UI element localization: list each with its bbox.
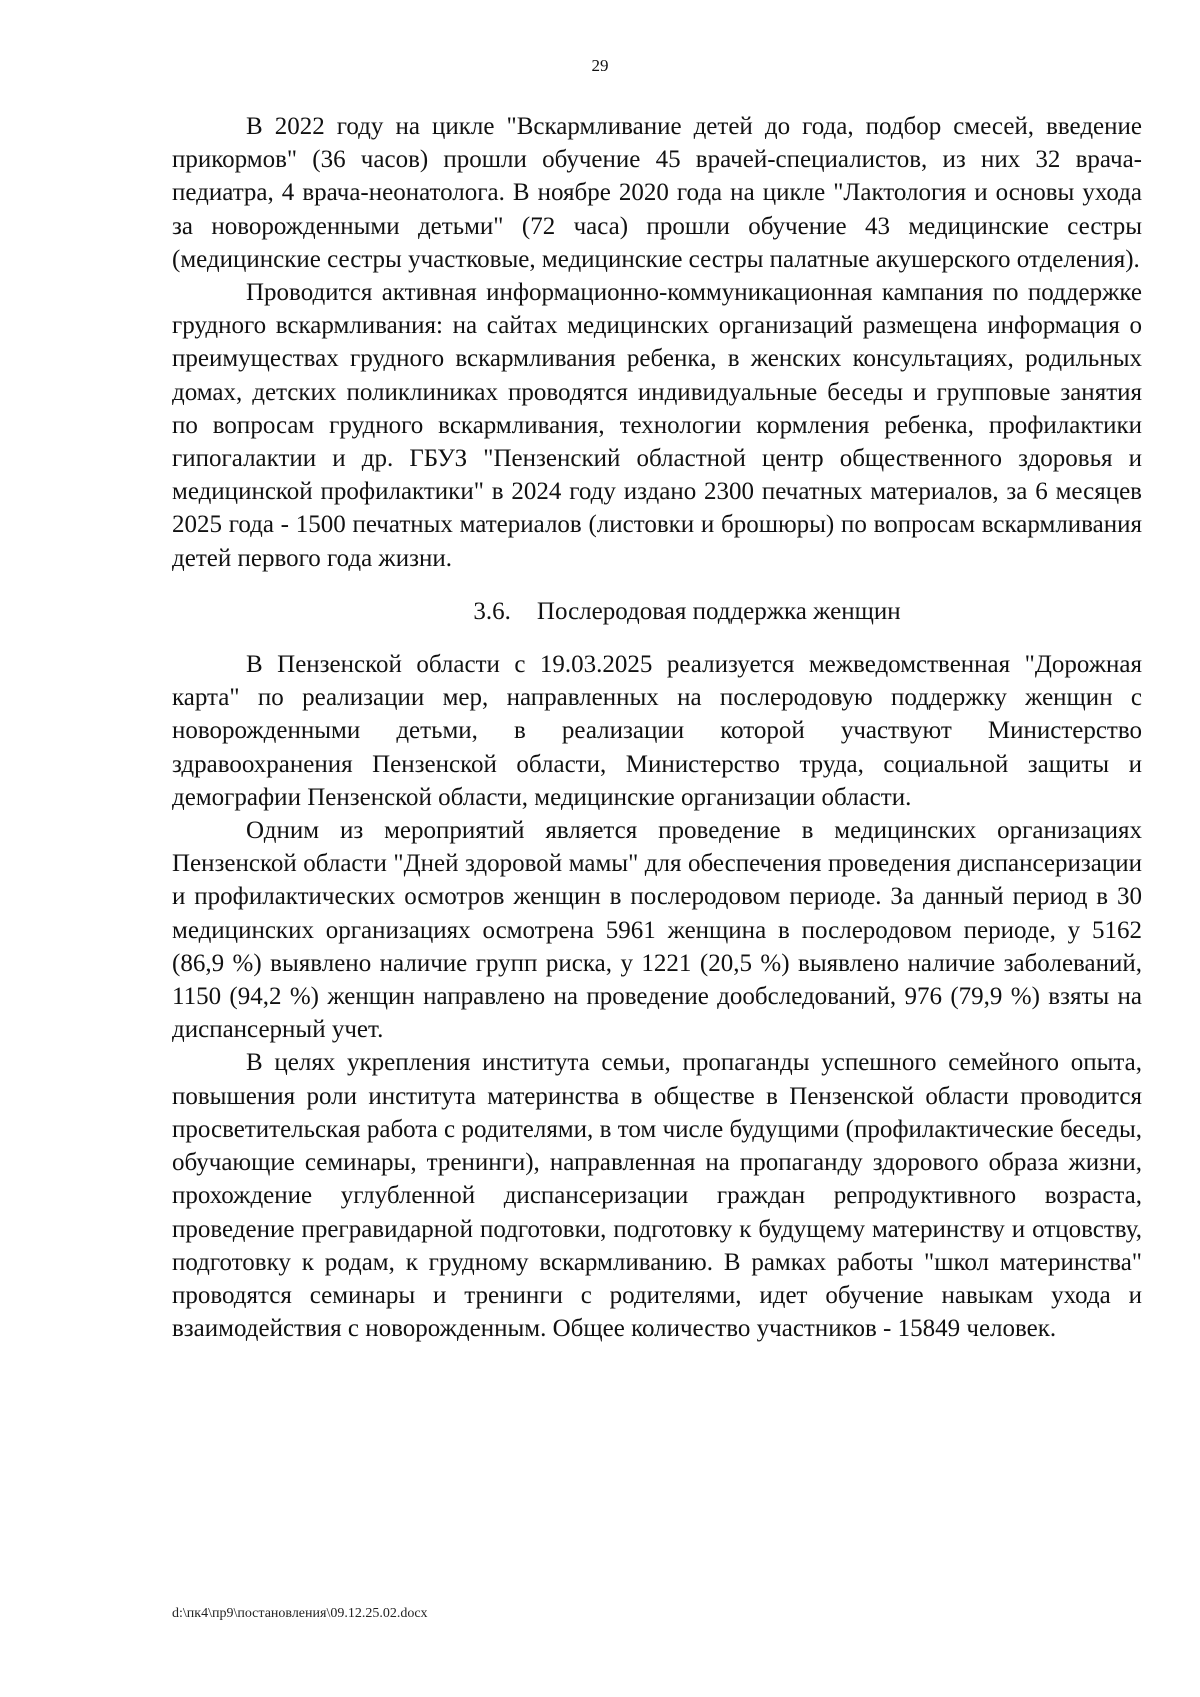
section-heading: [172, 595, 1142, 628]
footer-file-path: d:\пк4\пр9\постановления\09.12.25.02.docx: [172, 1606, 428, 1621]
paragraph-family-institute: В целях укрепления института семьи, пропаганды успешного семейного опыта, повышения роли института материнства в обществе в Пензенской области проводится просветительская работа с родителями, в том числе будущими (профилактические беседы, обучающие семинары, тренинги), направленная на пропаганду здорового образа жизни, прохождение углубленной диспансеризации граждан репродуктивного возраста, проведение прегравидарной подготовки, подготовку к будущему материнству и отцовству, подготовку к родам, к грудному вскармливанию. В рамках работы "школ материнства" проводятся семинары и тренинги с родителями, идет обучение навыкам ухода и взаимодействия с новорожденным. Общее количество участников - 15849 человек.: [172, 1049, 1142, 1343]
section-title: Послеродовая поддержка женщин: [536, 597, 901, 625]
page-number: 29: [591, 56, 609, 75]
section-number: 3.6.: [473, 597, 511, 625]
paragraph-info-campaign: Проводится активная информационно-коммуникационная кампания по поддержке грудного вскармливания: на сайтах медицинских организаций размещена информация о преимуществах грудного вскармливания ребенка, в женских консультациях, родильных домах, детских поликлиниках проводятся индивидуальные беседы и групповые занятия по вопросам грудного вскармливания, технологии кормления ребенка, профилактики гипогалактии и др. ГБУЗ "Пензенский областной центр общественного здоровья и медицинской профилактики" в 2024 году издано 2300 печатных материалов, за 6 месяцев 2025 года - 1500 печатных материалов (листовки и брошюры) по вопросам вскармливания детей первого года жизни.: [172, 279, 1142, 572]
paragraph-healthy-mom-days: Одним из мероприятий является проведение в медицинских организациях Пензенской области "Дней здоровой мамы" для обеспечения проведения диспансеризации и профилактических осмотров женщин в послеродовом периоде. За данный период в 30 медицинских организациях осмотрена 5961 женщина в послеродовом периоде, у 5162 (86,9 %) выявлено наличие групп риска, у 1221 (20,5 %) выявлено наличие заболеваний, 1150 (94,2 %) женщин направлено на проведение дообследований, 976 (79,9 %) взяты на диспансерный учет.: [172, 817, 1142, 1044]
paragraph-training-cycles: В 2022 году на цикле "Вскармливание детей до года, подбор смесей, введение прикормов" (36 часов) прошли обучение 45 врачей-специалистов, из них 32 врача-педиатра, 4 врача-неонатолога. В ноябре 2020 года на цикле "Лактология и основы ухода за новорожденными детьми" (72 часа) прошли обучение 43 медицинские сестры (медицинские сестры участковые, медицинские сестры палатные акушерского отделения).: [172, 113, 1142, 273]
paragraph-roadmap: В Пензенской области с 19.03.2025 реализуется межведомственная "Дорожная карта" по реализации мер, направленных на послеродовую поддержку женщин с новорожденными детьми, в реализации которой участвуют Министерство здравоохранения Пензенской области, Министерство труда, социальной защиты и демографии Пензенской области, медицинские организации области.: [172, 651, 1142, 811]
document-body: [172, 110, 1142, 1345]
